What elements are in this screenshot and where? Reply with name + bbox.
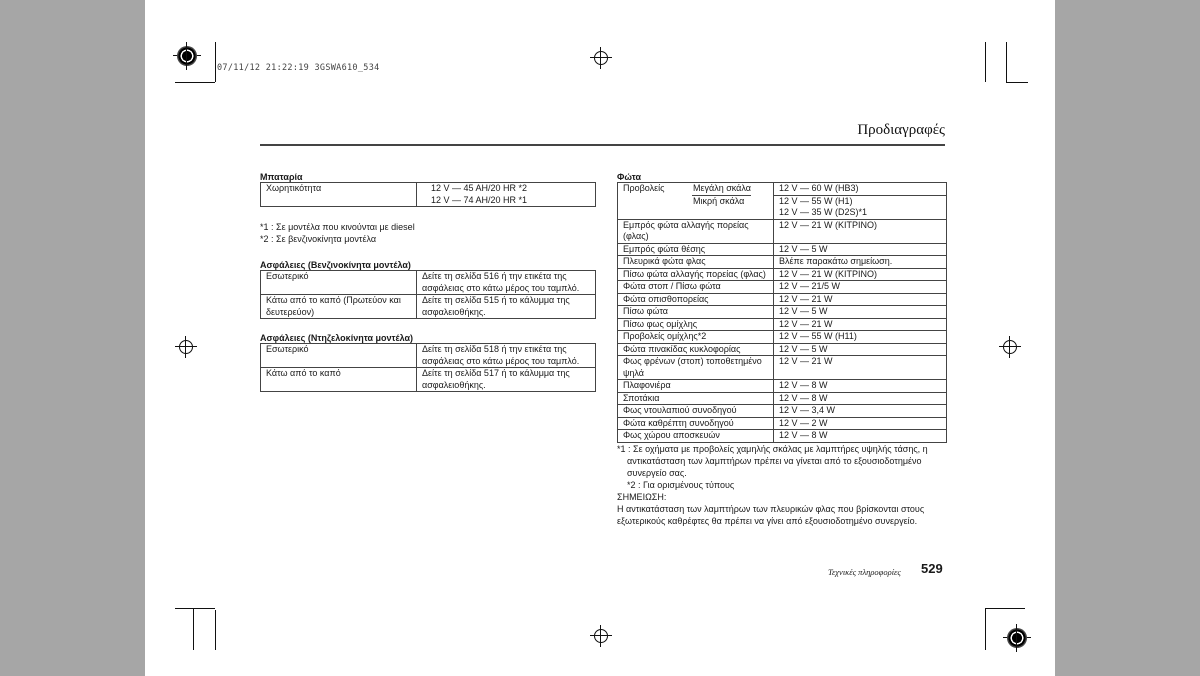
light-name: Πλαφονιέρα <box>618 380 774 393</box>
fuse-reference: Δείτε τη σελίδα 517 ή το κάλυμμα της ασφαλειοθήκης. <box>417 368 596 392</box>
table-row <box>618 405 947 418</box>
fuses-petrol-heading: Ασφάλειες (Βενζινοκίνητα μοντέλα) <box>260 260 411 270</box>
light-name: Σποτάκια <box>618 392 774 405</box>
high-beam-label: Μεγάλη σκάλα <box>693 183 751 193</box>
battery-value-diesel: 12 V — 74 AH/20 HR *1 <box>431 194 528 205</box>
table-row <box>618 256 947 269</box>
crop-mark <box>985 42 986 82</box>
headlight-value: 12 V — 55 W (H1) <box>779 195 853 206</box>
table-row <box>618 219 947 243</box>
crop-mark <box>985 608 1025 609</box>
light-name: Πίσω φως ομίχλης <box>618 318 774 331</box>
light-value: 12 V — 3,4 W <box>774 405 947 418</box>
footer-section-label: Τεχνικές πληροφορίες <box>828 567 901 577</box>
light-value: 12 V — 21 W (ΚΙΤΡΙΝΟ) <box>774 219 947 243</box>
light-name: Εμπρός φώτα αλλαγής πορείας (φλας) <box>618 219 774 243</box>
crop-mark <box>1006 82 1028 83</box>
battery-heading: Μπαταρία <box>260 172 303 182</box>
low-beam-label: Μικρή σκάλα <box>692 195 751 208</box>
table-row <box>618 392 947 405</box>
headlight-value: 12 V — 60 W (HB3) <box>774 183 946 196</box>
registration-target-icon <box>1003 624 1031 652</box>
headlight-value: 12 V — 35 W (D2S)*1 <box>779 207 868 217</box>
registration-cross-icon <box>590 625 612 647</box>
table-row <box>618 281 947 294</box>
light-name: Πίσω φώτα αλλαγής πορείας (φλας) <box>618 268 774 281</box>
crop-mark <box>985 608 986 650</box>
crop-mark <box>1006 42 1007 82</box>
light-name: Φώτα στοπ / Πίσω φώτα <box>618 281 774 294</box>
light-value: 12 V — 8 W <box>774 392 947 405</box>
light-value: 12 V — 55 W (H11) <box>774 331 947 344</box>
table-row <box>618 318 947 331</box>
battery-note: *1 : Σε μοντέλα που κινούνται με diesel <box>260 222 415 232</box>
battery-value-petrol: 12 V — 45 AH/20 HR *2 <box>431 183 528 193</box>
crop-mark <box>215 610 216 650</box>
light-value: 12 V — 21 W <box>774 356 947 380</box>
headlights-values <box>774 183 947 220</box>
fuse-location: Κάτω από το καπό (Πρωτεύον και δευτερεύον) <box>261 295 417 319</box>
fuses-diesel-heading: Ασφάλειες (Ντηζελοκίνητα μοντέλα) <box>260 333 414 343</box>
right-column <box>617 172 947 527</box>
battery-values <box>417 183 596 207</box>
table-row <box>261 271 596 295</box>
fuse-location: Κάτω από το καπό <box>261 368 417 392</box>
registration-cross-icon <box>590 47 612 69</box>
light-value: 12 V — 21 W <box>774 318 947 331</box>
battery-table <box>260 182 596 207</box>
light-name: Πίσω φώτα <box>618 306 774 319</box>
fuse-reference: Δείτε τη σελίδα 515 ή το κάλυμμα της ασφαλειοθήκης. <box>417 295 596 319</box>
light-name: Πλευρικά φώτα φλας <box>618 256 774 269</box>
light-value: 12 V — 21 W (ΚΙΤΡΙΝΟ) <box>774 268 947 281</box>
table-row <box>618 356 947 380</box>
table-row <box>261 295 596 319</box>
battery-note: *2 : Σε βενζινοκίνητα μοντέλα <box>260 234 377 244</box>
light-value: 12 V — 2 W <box>774 417 947 430</box>
crop-mark <box>175 608 215 609</box>
fuses-diesel-table <box>260 343 596 392</box>
title-divider <box>260 144 945 146</box>
headlights-beams <box>693 183 751 219</box>
crop-mark <box>193 608 194 650</box>
left-column <box>260 172 596 392</box>
table-row <box>618 293 947 306</box>
light-value: 12 V — 21 W <box>774 293 947 306</box>
light-name: Εμπρός φώτα θέσης <box>618 243 774 256</box>
table-row <box>618 306 947 319</box>
light-value: 12 V — 8 W <box>774 380 947 393</box>
page-number: 529 <box>921 561 943 576</box>
light-value: 12 V — 8 W <box>774 430 947 443</box>
table-row <box>618 331 947 344</box>
light-value: 12 V — 5 W <box>774 243 947 256</box>
crop-mark <box>215 42 216 82</box>
battery-capacity-label: Χωρητικότητα <box>261 183 417 207</box>
page-title: Προδιαγραφές <box>857 122 945 138</box>
crop-mark <box>175 82 215 83</box>
light-value: 12 V — 21/5 W <box>774 281 947 294</box>
light-name: Φώτα καθρέπτη συνοδηγού <box>618 417 774 430</box>
table-row <box>618 183 947 220</box>
lights-note: *2 : Για ορισμένους τύπους <box>627 479 735 490</box>
registration-cross-icon <box>175 336 197 358</box>
table-row <box>618 268 947 281</box>
light-name: Φώτα πινακίδας κυκλοφορίας <box>618 343 774 356</box>
table-row <box>261 368 596 392</box>
manual-page <box>145 0 1055 676</box>
lights-heading: Φώτα <box>617 172 642 182</box>
light-value: Βλέπε παρακάτω σημείωση. <box>774 256 947 269</box>
light-name: Φώτα οπισθοπορείας <box>618 293 774 306</box>
registration-target-icon <box>173 42 201 70</box>
fuse-location: Εσωτερικό <box>261 344 417 368</box>
table-row <box>618 243 947 256</box>
fuse-location: Εσωτερικό <box>261 271 417 295</box>
registration-cross-icon <box>999 336 1021 358</box>
table-row <box>618 380 947 393</box>
fuse-reference: Δείτε τη σελίδα 516 ή την ετικέτα της ασφάλειας στο κάτω μέρος του ταμπλό. <box>417 271 596 295</box>
light-name: Φως φρένων (στοπ) τοποθετημένο ψηλά <box>618 356 774 380</box>
light-name: Φως ντουλαπιού συνοδηγού <box>618 405 774 418</box>
light-value: 12 V — 5 W <box>774 306 947 319</box>
table-row <box>618 430 947 443</box>
lights-table <box>617 182 947 443</box>
table-row <box>261 344 596 368</box>
table-row <box>618 417 947 430</box>
print-stamp: 07/11/12 21:22:19 3GSWA610_534 <box>217 63 380 73</box>
lights-note: *1 : Σε οχήματα με προβολείς χαμηλής σκάλας με λαμπτήρες υψηλής τάσης, η αντικατάσταση των λαμπτήρων πρέπει να γίνεται από το εξουσιοδοτημένο συνεργείο σας. <box>617 443 928 478</box>
table-row <box>618 343 947 356</box>
light-value: 12 V — 5 W <box>774 343 947 356</box>
light-name: Φως χώρου αποσκευών <box>618 430 774 443</box>
remark-text: Η αντικατάσταση των λαμπτήρων των πλευρικών φλας που βρίσκονται στους εξωτερικούς καθρέφτες θα πρέπει να γίνει από εξουσιοδοτημένο συνεργείο. <box>617 503 925 526</box>
fuse-reference: Δείτε τη σελίδα 518 ή την ετικέτα της ασφάλειας στο κάτω μέρος του ταμπλό. <box>417 344 596 368</box>
light-name: Προβολείς ομίχλης*2 <box>618 331 774 344</box>
fuses-petrol-table <box>260 270 596 319</box>
headlights-cell <box>618 183 774 220</box>
headlights-label: Προβολείς <box>623 183 665 193</box>
remark-heading: ΣΗΜΕΙΩΣΗ: <box>617 491 667 502</box>
light-rows <box>618 219 947 442</box>
table-row <box>261 183 596 207</box>
